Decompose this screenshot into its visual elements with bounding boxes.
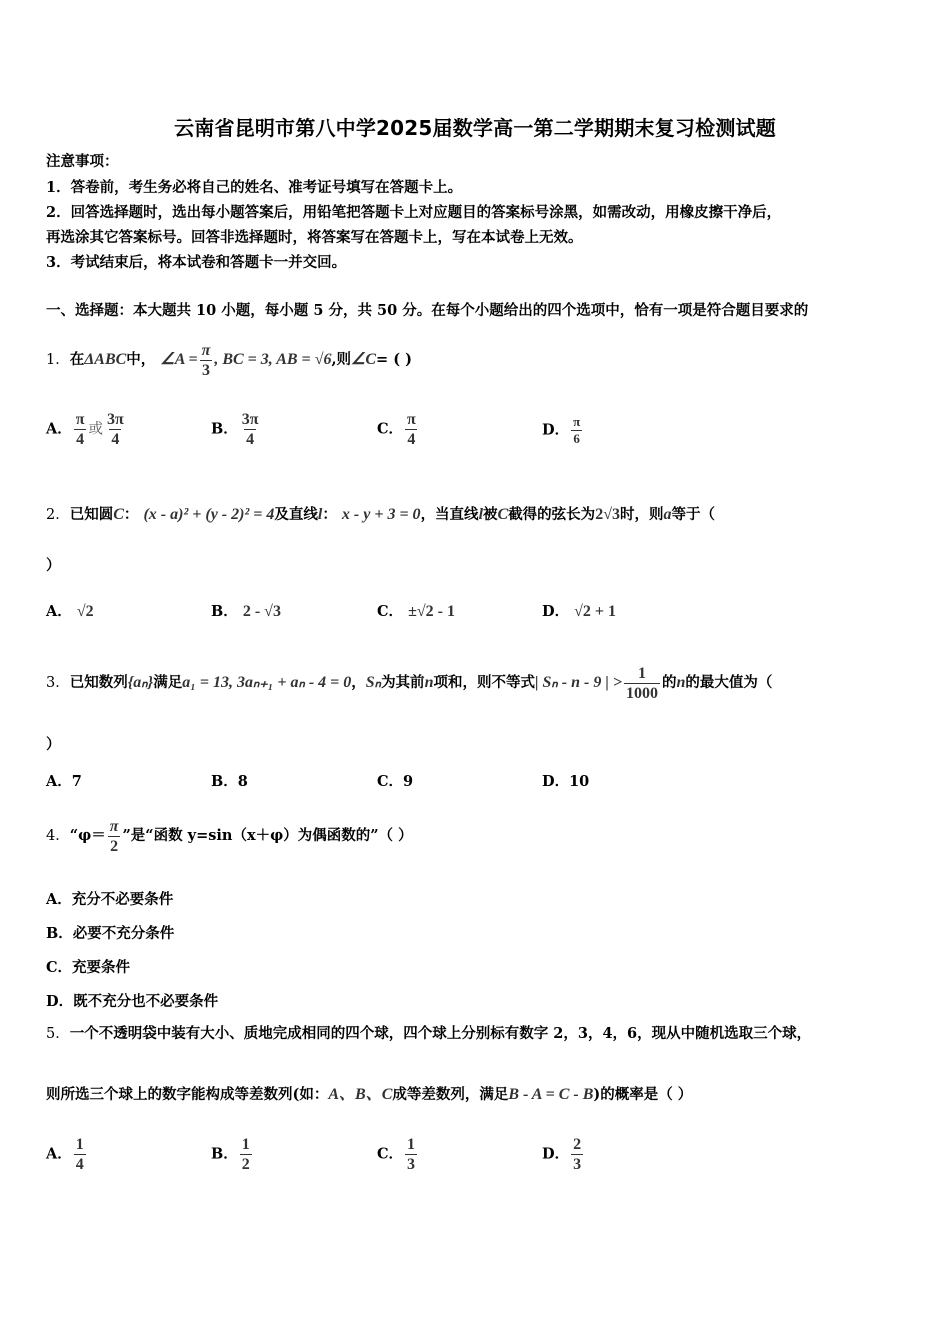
q5-option-d[interactable]: D． $\frac{2}{3}$ xyxy=(542,1136,582,1173)
q1-option-d[interactable]: D． $\frac{\pi}{6}$ xyxy=(542,414,581,446)
inequality: | Sₙ - n - 9 | > xyxy=(534,674,622,691)
q2-option-a[interactable]: A． √2 xyxy=(46,603,94,620)
q1-option-b[interactable]: B． $\frac{3\pi}{4}$ xyxy=(211,411,259,448)
q1-option-a[interactable]: A． $\frac{\pi}{4}$ 或 $\frac{3\pi}{4}$ xyxy=(46,411,124,448)
q2-option-b[interactable]: B． 2 - √3 xyxy=(211,603,281,620)
line-equation: x - y + 3 = 0 xyxy=(341,506,421,523)
q5-option-c[interactable]: C． $\frac{1}{3}$ xyxy=(377,1136,416,1173)
q4-option-c[interactable]: C．充要条件 xyxy=(46,959,131,976)
q3-option-c[interactable]: C．9 xyxy=(377,773,414,790)
q5-option-a[interactable]: A． $\frac{1}{4}$ xyxy=(46,1136,84,1173)
section-heading: 一、选择题：本大题共 10 小题，每小题 5 分，共 50 分。在每个小题给出的四个选项中，恰有一项是符合题目要求的 xyxy=(46,302,809,319)
q2-option-d[interactable]: D． √2 + 1 xyxy=(542,603,617,620)
q3-option-b[interactable]: B．8 xyxy=(211,773,248,790)
q1-option-c[interactable]: C． $\frac{\pi}{4}$ xyxy=(377,411,416,448)
page-title: 云南省昆明市第八中学2025届数学高一第二学期期末复习检测试题 xyxy=(174,116,776,140)
q4-option-b[interactable]: B．必要不充分条件 xyxy=(46,925,175,942)
q1-number: 1． xyxy=(46,352,70,368)
notice-item: 再选涂其它答案标号。回答非选择题时，将答案写在答题卡上，写在本试卷上无效。 xyxy=(46,229,583,246)
question-4: 4．“φ＝ $\frac{\pi}{2}$ ”是“函数 y=sin（x＋φ）为偶函数的”（ ） xyxy=(46,817,413,855)
q4-option-d[interactable]: D．既不充分也不必要条件 xyxy=(46,993,219,1010)
q2-close-paren: ） xyxy=(46,557,61,574)
question-5: 5．一个不透明袋中装有大小、质地完成相同的四个球，四个球上分别标有数字 2，3，4，6，现从中随机选取三个球， xyxy=(46,1025,812,1042)
notice-item: 2．回答选择题时，选出每小题答案后，用铅笔把答题卡上对应题目的答案标号涂黑，如需改动，用橡皮擦干净后， xyxy=(46,204,782,221)
notice-item: 3．考试结束后，将本试卷和答题卡一并交回。 xyxy=(46,254,347,271)
question-3: 3．已知数列{aₙ}满足a₁ = 13, 3aₙ₊₁ + aₙ - 4 = 0，Sₙ为其前n项和，则不等式| Sₙ - n - 9 | > $\frac{1}{1000}$ 的n的最大值为（ xyxy=(46,664,773,702)
question-1: 1．在ΔABC中， ∠A = $\frac{\pi}{3}$ , BC = 3, AB = √6,则∠C= ( ) xyxy=(46,341,412,379)
notice-heading: 注意事项： xyxy=(46,153,119,170)
q3-option-a[interactable]: A．7 xyxy=(46,773,82,790)
pi-over-3: $\frac{\pi}{3}$ xyxy=(201,341,211,379)
notice-item: 1．答卷前，考生务必将自己的姓名、准考证号填写在答题卡上。 xyxy=(46,179,463,196)
arithmetic-condition: B - A = C - B xyxy=(508,1086,594,1103)
q3-close-paren: ） xyxy=(46,736,61,753)
question-2: 2．已知圆C： (x - a)² + (y - 2)² = 4及直线l： x - y + 3 = 0，当直线l被C截得的弦长为2√3时，则a等于（ xyxy=(46,506,715,523)
circle-equation: (x - a)² + (y - 2)² = 4 xyxy=(143,506,275,523)
q3-option-d[interactable]: D．10 xyxy=(542,773,590,790)
q2-option-c[interactable]: C． ±√2 - 1 xyxy=(377,603,455,620)
triangle-symbol: ΔABC xyxy=(84,351,127,368)
question-5-line-2: 则所选三个球上的数字能构成等差数列(如：A、B、C成等差数列，满足B - A = C - B)的概率是（ ） xyxy=(46,1086,693,1103)
q4-option-a[interactable]: A．充分不必要条件 xyxy=(46,891,174,908)
recurrence-condition: a₁ = 13, 3aₙ₊₁ + aₙ - 4 = 0 xyxy=(182,674,352,691)
q5-option-b[interactable]: B． $\frac{1}{2}$ xyxy=(211,1136,250,1173)
